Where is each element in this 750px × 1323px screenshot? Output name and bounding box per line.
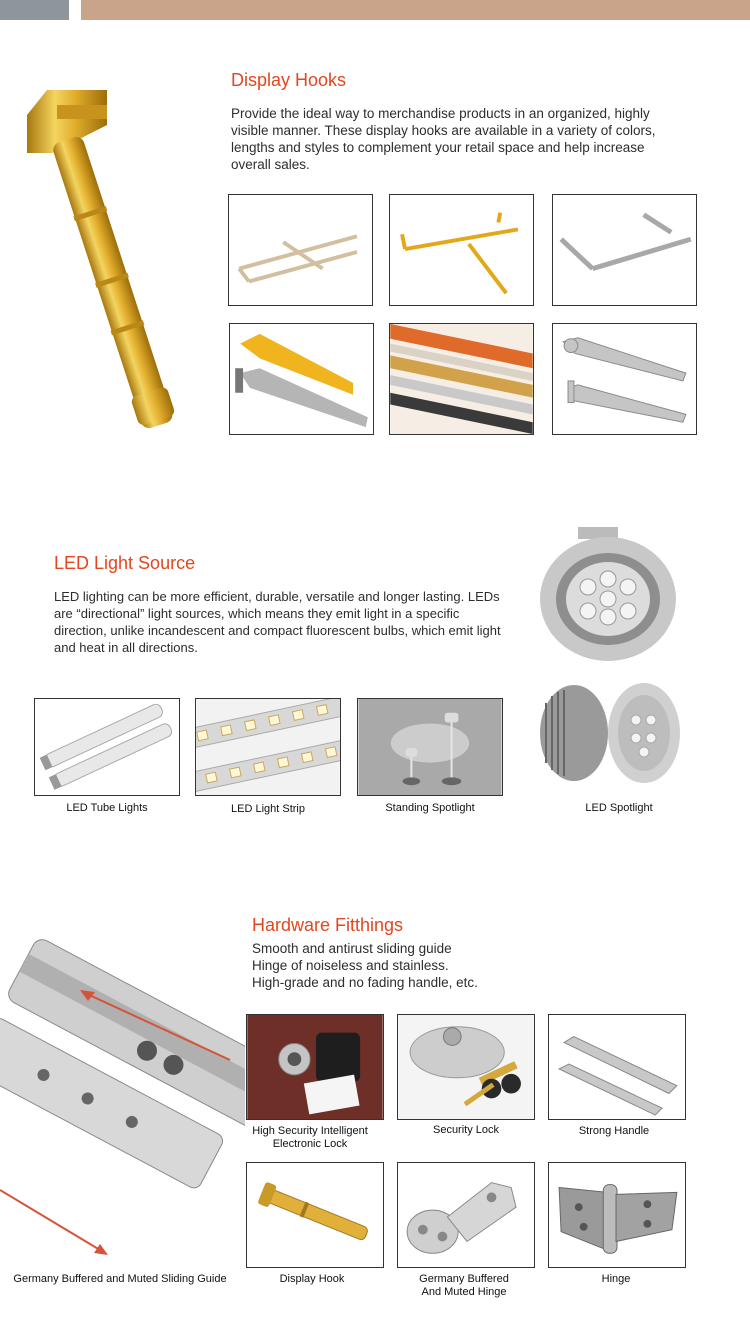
display-hook-small-image [246,1162,384,1268]
standing-spotlight-image [357,698,503,796]
display-hook-caption: Display Hook [279,1273,345,1285]
led-title: LED Light Source [54,553,196,573]
strong-handle-caption: Strong Handle [578,1125,650,1137]
security-lock-image [397,1014,535,1120]
led-tube-caption: LED Tube Lights [66,802,148,814]
hardware-title: Hardware Fitthings [252,915,404,935]
hinge-caption: Hinge [601,1273,631,1285]
strong-handle-image [548,1014,686,1120]
hook-thumb-gold-wire [389,194,534,306]
hardware-line-3: High-grade and no fading handle, etc. [252,975,478,990]
top-bar-left [0,0,69,20]
buffered-hinge-caption-1: Germany Buffered [419,1273,509,1285]
hook-thumb-slatwall-scanning [229,323,374,435]
led-strip-image [195,698,341,796]
gold-display-hook-image [22,85,222,485]
electronic-lock-image [246,1014,384,1120]
hardware-line-2: Hinge of noiseless and stainless. [252,958,449,973]
led-downlight-image [538,527,678,667]
led-tube-image [34,698,180,796]
hardware-line-1: Smooth and antirust sliding guide [252,941,452,956]
hinge-image [548,1162,686,1268]
hook-thumb-silver-hooks [552,323,697,435]
electronic-lock-caption-1: High Security Intelligent [252,1125,368,1137]
hook-thumb-silver-bracket [552,194,697,306]
security-lock-caption: Security Lock [432,1124,500,1136]
display-hooks-title: Display Hooks [231,70,347,90]
standing-spotlight-caption: Standing Spotlight [385,802,475,814]
hook-thumb-silver-double [228,194,373,306]
electronic-lock-caption-2: Electronic Lock [272,1138,348,1150]
led-spotlight-pair-image [536,678,682,790]
sliding-guide-caption: Germany Buffered and Muted Sliding Guide [13,1273,227,1285]
buffered-hinge-image [397,1162,535,1268]
top-bar-right [81,0,750,20]
led-strip-caption: LED Light Strip [231,803,305,815]
led-spotlight-caption: LED Spotlight [585,802,653,814]
buffered-hinge-caption-2: And Muted Hinge [421,1286,507,1298]
hook-thumb-strip-rails [389,323,534,435]
display-hooks-description: Provide the ideal way to merchandise products in an organized, highly visible manner. These display hooks are available in a variety of colors, lengths and styles to complement your retail space and help increase overall sales. [231,106,656,172]
sliding-guide-image [0,935,245,1270]
led-description: LED lighting can be more efficient, durable, versatile and longer lasting. LEDs are “directional” light sources, which means they emit light in a specific direction, unlike incandescent and compact fluorescent bulbs, which emit light and heat in all directions. [54,589,501,655]
